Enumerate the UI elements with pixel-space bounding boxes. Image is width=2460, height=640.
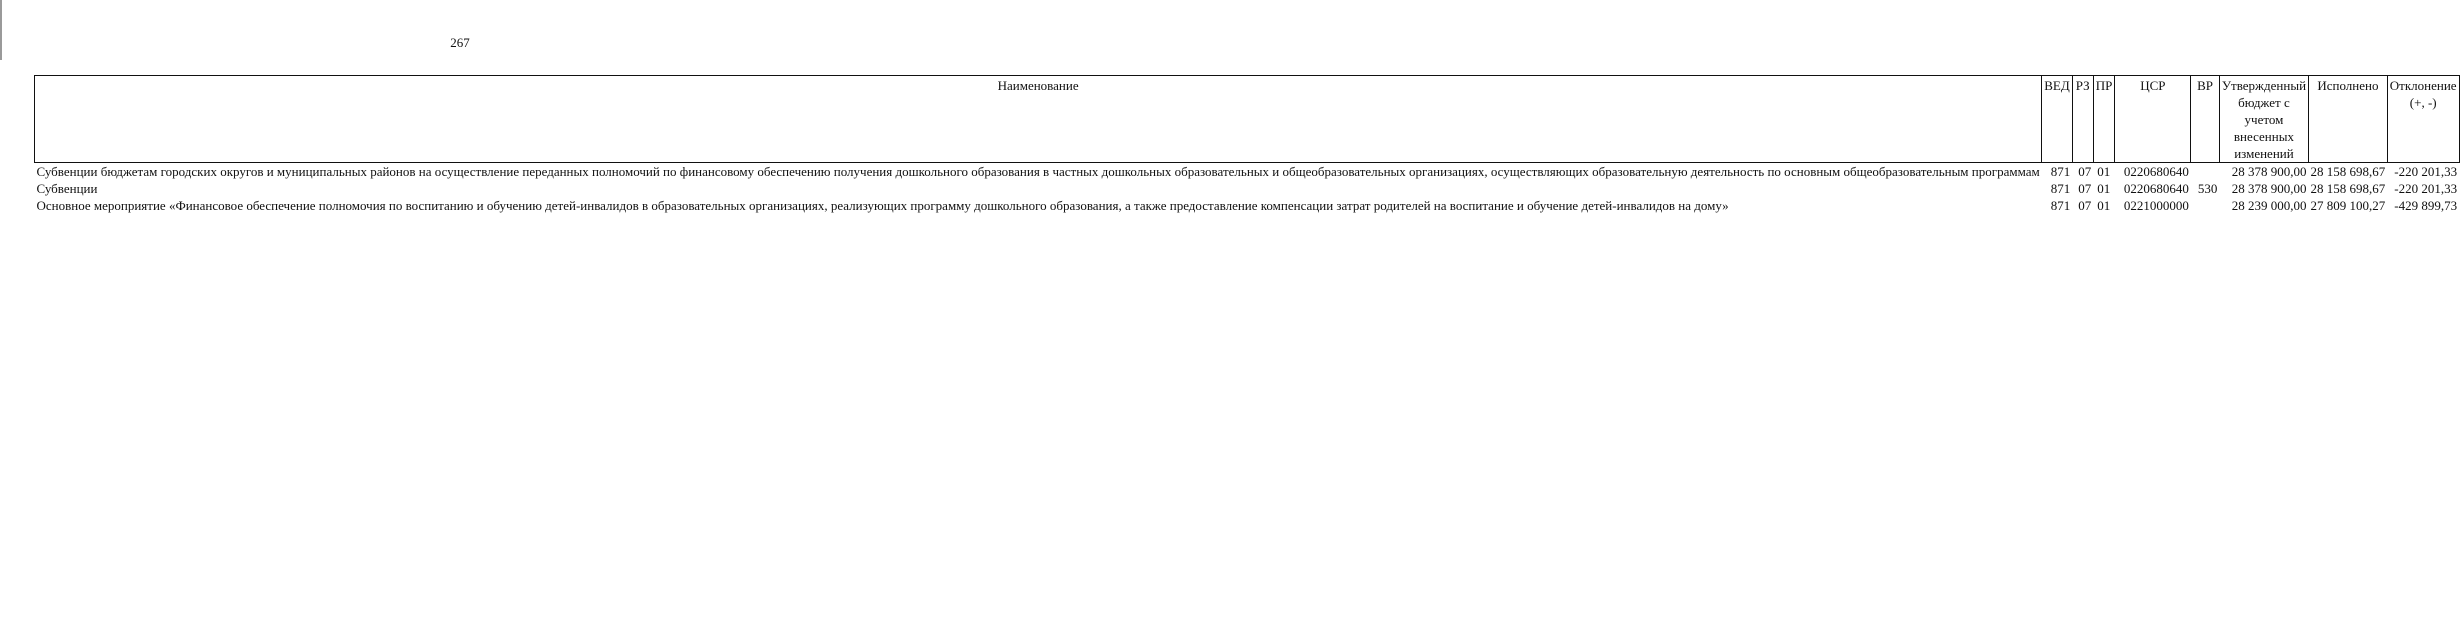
row-executed: 28 158 698,67	[2310, 181, 2386, 196]
row-vr	[2191, 197, 2220, 214]
header-ved: ВЕД	[2042, 76, 2073, 163]
row-approved: 28 239 000,00	[2231, 198, 2307, 213]
row-name: Субвенции бюджетам городских округов и муниципальных районов на осуществление переданных полномочий по финансовому обеспечению получения дошкольного образования в частных дошкольных образовательных и общеобразовательных организациях, осуществляющих образовательную деятельность по основным общеобразовательным программам	[36, 164, 2040, 179]
row-vr: 530	[2197, 181, 2218, 196]
row-ved: 871	[2050, 164, 2071, 179]
row-ved: 871	[2050, 198, 2071, 213]
budget-execution-table	[34, 75, 2460, 214]
row-name: Субвенции	[36, 181, 98, 196]
header-rz: РЗ	[2072, 76, 2093, 163]
header-csr: ЦСР	[2115, 76, 2191, 163]
row-deviation: -220 201,33	[2394, 181, 2458, 196]
row-executed: 28 158 698,67	[2310, 164, 2386, 179]
header-approved-budget: Утвержденный бюджет с учетом внесенных изменений	[2219, 76, 2308, 163]
row-rz: 07	[2078, 164, 2092, 179]
row-approved: 28 378 900,00	[2231, 164, 2307, 179]
row-csr: 0220680640	[2123, 164, 2189, 179]
row-pr: 01	[2097, 181, 2111, 196]
header-executed: Исполнено	[2309, 76, 2388, 163]
header-deviation: Отклонение (+, -)	[2387, 76, 2459, 163]
row-deviation: -429 899,73	[2394, 198, 2458, 213]
row-vr	[2191, 163, 2220, 181]
row-deviation: -220 201,33	[2394, 164, 2458, 179]
row-csr: 0220680640	[2123, 181, 2189, 196]
row-csr: 0221000000	[2123, 198, 2189, 213]
row-rz: 07	[2078, 198, 2092, 213]
header-pr: ПР	[2093, 76, 2115, 163]
header-name: Наименование	[35, 76, 2042, 163]
header-vr: ВР	[2191, 76, 2220, 163]
row-pr: 01	[2097, 198, 2111, 213]
header-row	[35, 76, 2460, 163]
table-row	[35, 163, 2460, 181]
table-row	[35, 197, 2460, 214]
row-rz: 07	[2078, 181, 2092, 196]
row-executed: 27 809 100,27	[2310, 198, 2386, 213]
row-name: Основное мероприятие «Финансовое обеспечение полномочия по воспитанию и обучению детей-инвалидов в образовательных организациях, реализующих программу дошкольного образования, а также предоставление компенсации затрат родителей на воспитание и обучение детей-инвалидов на дому»	[36, 198, 1729, 213]
row-ved: 871	[2050, 181, 2071, 196]
row-approved: 28 378 900,00	[2231, 181, 2307, 196]
page-number: 267	[450, 35, 470, 50]
table-body	[35, 163, 2460, 215]
table-header	[35, 76, 2460, 163]
page-edge-mark	[0, 0, 2, 60]
table-row	[35, 180, 2460, 197]
row-pr: 01	[2097, 164, 2111, 179]
